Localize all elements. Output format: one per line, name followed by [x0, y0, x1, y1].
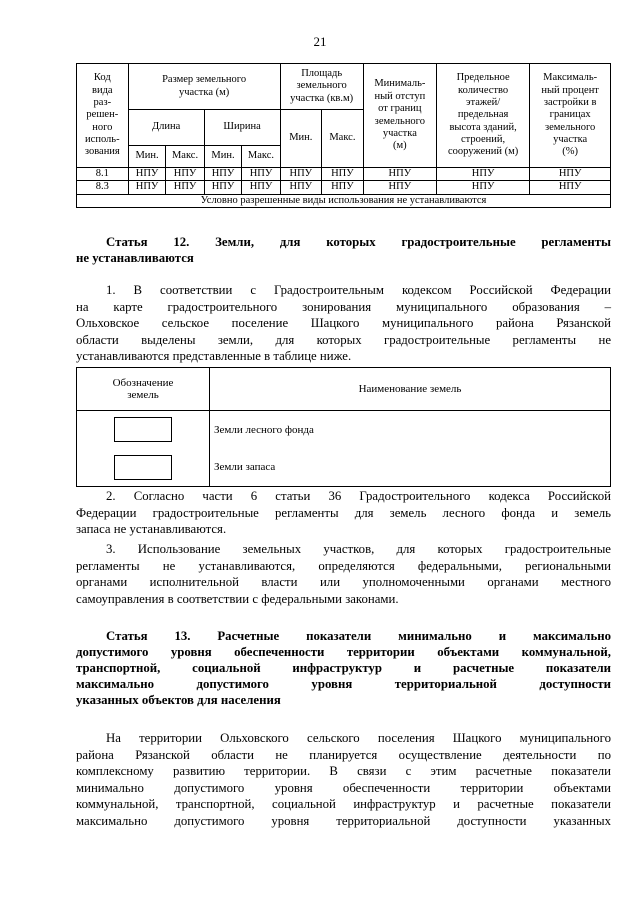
cell: НПУ [166, 168, 204, 181]
cell: НПУ [280, 168, 321, 181]
land-name: Земли лесного фонда [210, 411, 611, 449]
row-code: 8.3 [77, 181, 129, 194]
page-number: 21 [313, 34, 327, 49]
cell: НПУ [204, 168, 242, 181]
header-length-max: Макс. [166, 146, 204, 168]
header-width-min: Мин. [204, 146, 242, 168]
header-code: Код вида раз- решен- ного исполь- зования [77, 64, 129, 168]
header-land-name: Наименование земель [210, 368, 611, 411]
forest-land-symbol [114, 417, 172, 442]
header-max-coverage: Максималь- ный процент застройки в границах земельного участка (%) [530, 64, 611, 168]
reserve-land-symbol-cell [77, 449, 210, 487]
header-floors-height: Предельное количество этажей/ предельная высота зданий, строений, сооружений (м) [436, 64, 529, 168]
article-13-paragraph-1: На территории Ольховского сельского поселения Шацкого муниципального района Рязанской области не планируется осуществление деятельности по комплексному развитию территории. В связи с этим расчетные показатели минимально допустимого уровня обеспеченности территории объектами коммунальной, транспортной, социальной инфраструктур и расчетные показатели максимально допустимого уровня территориальной доступности указанных [76, 731, 611, 828]
zoning-parameters-table [76, 63, 611, 208]
header-width-max: Макс. [242, 146, 280, 168]
cell: НПУ [242, 181, 280, 194]
reserve-land-symbol [114, 455, 172, 480]
header-designation: Обозначение земель [77, 368, 210, 411]
cell: НПУ [166, 181, 204, 194]
forest-land-symbol-cell [77, 411, 210, 449]
table-footer-note: Условно разрешенные виды использования не устанавливаются [77, 194, 611, 207]
header-area-max: Макс. [322, 110, 364, 168]
cell: НПУ [363, 168, 436, 181]
cell: НПУ [204, 181, 242, 194]
cell: НПУ [242, 168, 280, 181]
row-code: 8.1 [77, 168, 129, 181]
cell: НПУ [128, 181, 166, 194]
cell: НПУ [436, 181, 529, 194]
header-plot-area: Площадь земельного участка (кв.м) [280, 64, 363, 110]
cell: НПУ [530, 168, 611, 181]
article-12-title: Статья 12. Земли, для которых градостроительные регламенты не устанавливаются [76, 235, 611, 265]
lands-table [76, 367, 611, 487]
cell: НПУ [363, 181, 436, 194]
table-row [77, 168, 611, 181]
header-width: Ширина [204, 110, 280, 146]
cell: НПУ [322, 168, 364, 181]
cell: НПУ [322, 181, 364, 194]
article-12-paragraph-1: 1. В соответствии с Градостроительным кодексом Российской Федерации на карте градостроительного зонирования муниципального образования – Ольховское сельское поселение Шацкого муниципального района Рязанской области выделены земли, для которых градостроительные регламенты не устанавливаются представленные в таблице ниже. [76, 283, 611, 363]
header-length-min: Мин. [128, 146, 166, 168]
article-13-title: Статья 13. Расчетные показатели минимально и максимально допустимого уровня обеспеченности территории объектами коммунальной, транспортной, социальной инфраструктур и расчетные показатели максимально допустимого уровня территориальной доступности указанных объектов для населения [76, 629, 611, 707]
header-area-min: Мин. [280, 110, 321, 168]
land-name: Земли запаса [210, 449, 611, 487]
table-row [77, 181, 611, 194]
table-row [77, 449, 611, 487]
article-12-paragraph-3: 3. Использование земельных участков, для которых градостроительные регламенты не устанавливаются, определяются федеральными, региональными органами исполнительной власти или уполномоченными органами местного самоуправления в соответствии с федеральными законами. [76, 542, 611, 606]
cell: НПУ [530, 181, 611, 194]
cell: НПУ [128, 168, 166, 181]
cell: НПУ [436, 168, 529, 181]
header-length: Длина [128, 110, 204, 146]
cell: НПУ [280, 181, 321, 194]
header-plot-size: Размер земельного участка (м) [128, 64, 280, 110]
table-row [77, 411, 611, 449]
article-12-paragraph-2: 2. Согласно части 6 статьи 36 Градостроительного кодекса Российской Федерации градостроительные регламенты для земель лесного фонда и земель запаса не устанавливаются. [76, 489, 611, 536]
header-min-setback: Минималь- ный отступ от границ земельного участка (м) [363, 64, 436, 168]
